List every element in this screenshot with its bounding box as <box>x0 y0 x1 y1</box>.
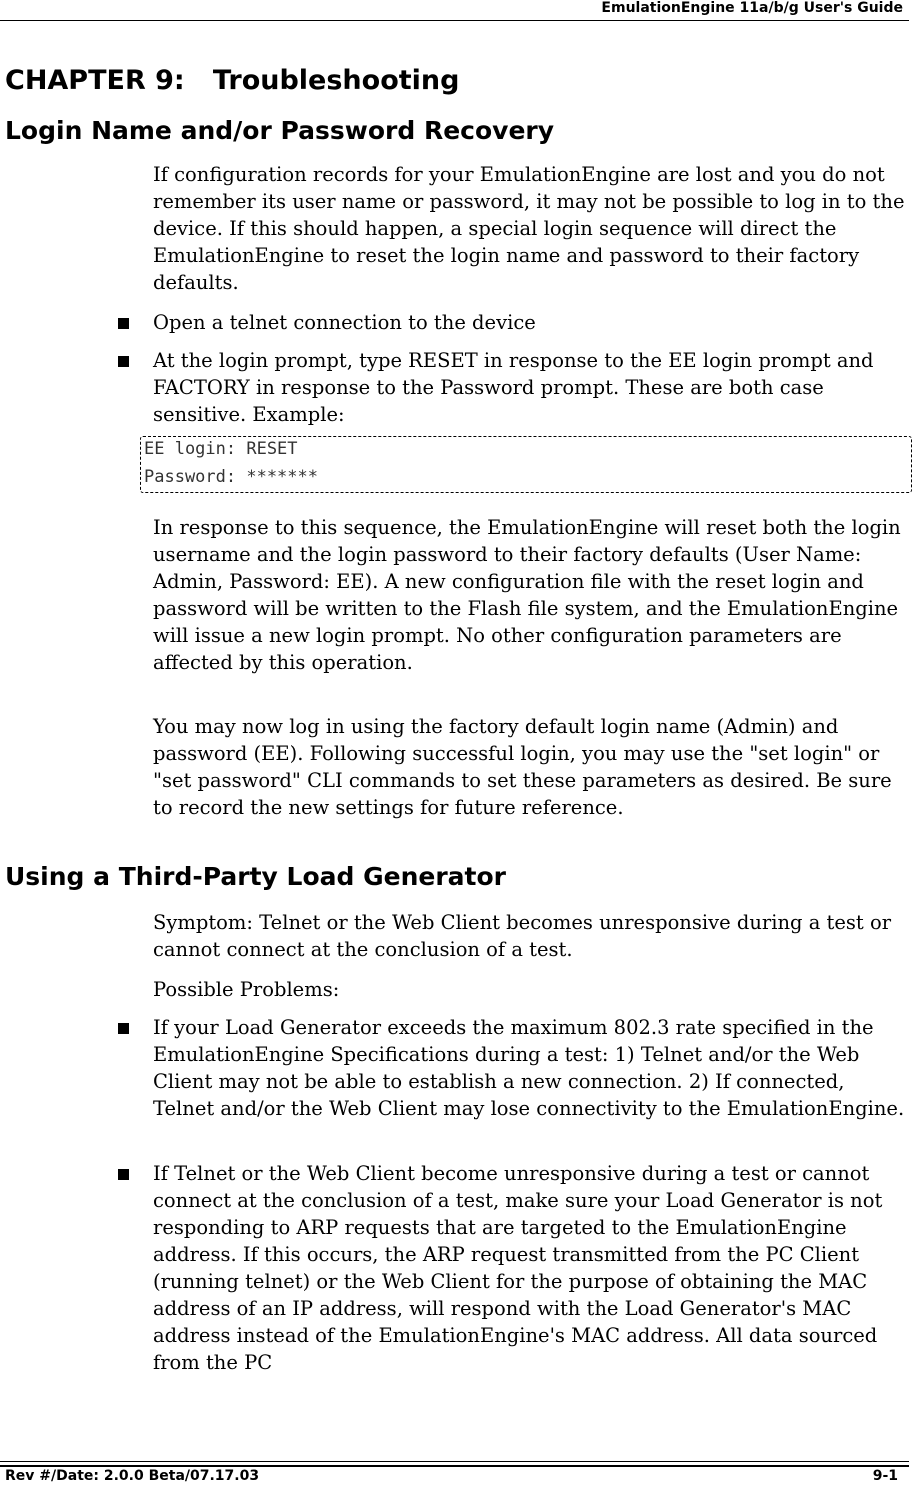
code-line-password: Password: ******* <box>144 467 318 487</box>
page-number: 9-1 <box>872 1468 898 1484</box>
code-example-box <box>140 436 912 493</box>
list-item: Open a telnet connection to the device <box>153 311 536 334</box>
bullet-marker <box>118 1023 129 1034</box>
footer-revision: Rev #/Date: 2.0.0 Beta/07.17.03 <box>5 1468 260 1484</box>
reset-explanation-paragraph: In response to this sequence, the EmulationEngine will reset both the login username and the login password to their factory defaults (User Name: Admin, Password: EE). A new configuration file with the reset login and password will be written to the Flash file system, and the EmulationEngine will issue a new login prompt. No other configuration parameters are affected by this operation. <box>153 516 901 674</box>
code-line-login: EE login: RESET <box>144 439 298 459</box>
list-item: At the login prompt, type RESET in response to the EE login prompt and FACTORY in response to the Password prompt. These are both case sensitive. Example: <box>153 349 874 426</box>
footer-rule <box>0 1465 909 1467</box>
bullet-marker <box>118 1169 129 1180</box>
page-header <box>0 0 909 21</box>
section-heading-load-generator: Using a Third-Party Load Generator <box>5 862 507 891</box>
post-login-paragraph: You may now log in using the factory default login name (Admin) and password (EE). Following successful login, you may use the "set login" or "set password" CLI commands to set these parameters as desired. Be sure to record the new settings for future reference. <box>153 715 892 819</box>
chapter-heading: CHAPTER 9: Troubleshooting <box>5 65 460 96</box>
intro-paragraph: If configuration records for your EmulationEngine are lost and you do not remember its user name or password, it may not be possible to log in to the device. If this should happen, a special login sequence will direct the EmulationEngine to reset the login name and password to their factory defaults. <box>153 163 905 294</box>
section-heading-login-recovery: Login Name and/or Password Recovery <box>5 116 555 145</box>
bullet-marker <box>118 318 129 329</box>
possible-problems-label: Possible Problems: <box>153 978 340 1001</box>
list-item: If your Load Generator exceeds the maximum 802.3 rate specified in the EmulationEngine Specifications during a test: 1) Telnet and/or the Web Client may not be able to establish a new connection. 2) If connected, Telnet and/or the Web Client may lose connectivity to the EmulationEngine. <box>153 1016 905 1120</box>
footer-rule <box>0 1461 909 1462</box>
header-title: EmulationEngine 11a/b/g User's Guide <box>601 0 903 16</box>
symptom-paragraph: Symptom: Telnet or the Web Client becomes unresponsive during a test or cannot connect at the conclusion of a test. <box>153 911 892 961</box>
list-item: If Telnet or the Web Client become unresponsive during a test or cannot connect at the conclusion of a test, make sure your Load Generator is not responding to ARP requests that are targeted to the EmulationEngine address. If this occurs, the ARP request transmitted from the PC Client (running telnet) or the Web Client for the purpose of obtaining the MAC address of an IP address, will respond with the Load Generator's MAC address instead of the EmulationEngine's MAC address. All data sourced from the PC <box>153 1162 883 1374</box>
bullet-marker <box>118 356 129 367</box>
